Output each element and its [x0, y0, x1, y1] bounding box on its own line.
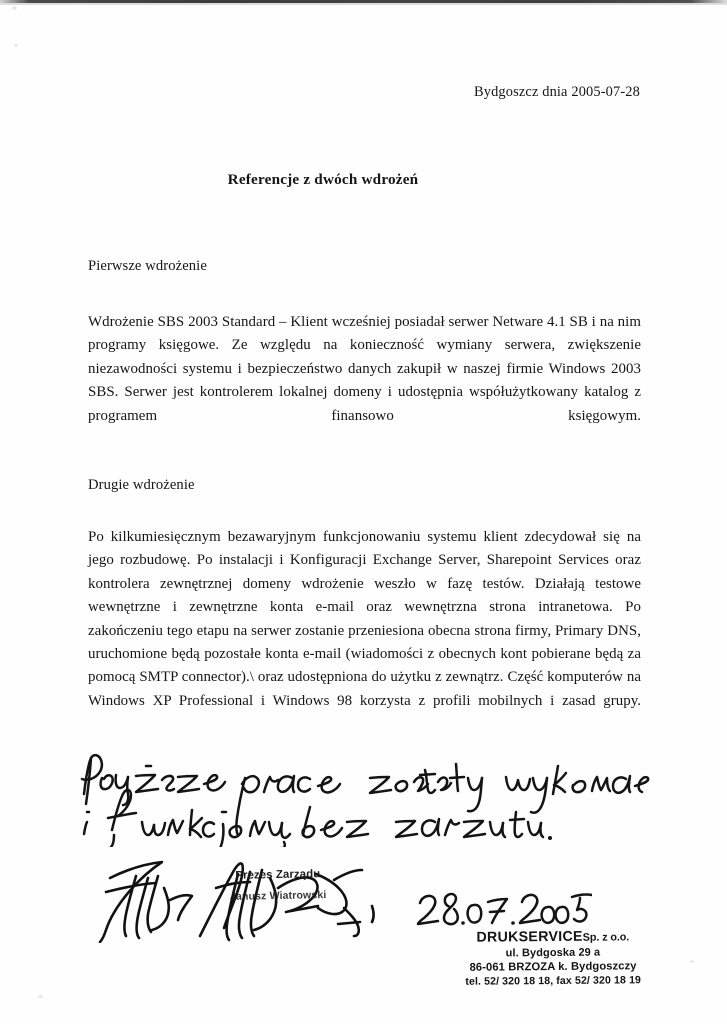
- section-body-second-deployment: Po kilkumiesięcznym bezawaryjnym funkcjonowaniu systemu klient zdecydował się na jego rozbudowę. Po instalacji i Konfiguracji Exchange Server, Sharepoint Services oraz kontrolera zewnętrznej domeny wdrożenie weszło w fazę testów. Działają testowe wewnętrzne i zewnętrzne konta e-mail oraz wewnętrzna strona intranetowa. Po zakończeniu tego etapu na serwer zostanie przeniesiona obecna strona firmy, Primary DNS, uruchomione będą pozostałe konta e-mail (wiadomości z obecnych kont pobierane będą za pomocą SMTP connector).\ oraz udostępniona do użytku z zewnątrz. Część komputerów na Windows XP Professional i Windows 98 korzysta z profili mobilnych i zasad grupy.: [88, 529, 641, 709]
- section-body-first-deployment: Wdrożenie SBS 2003 Standard – Klient wcześniej posiadał serwer Netware 4.1 SB i na nim programy księgowe. Ze względu na konieczność wymiany serwera, zwiększenie niezawodności systemu i bezpieczeństwo danych zakupił w naszej firmie Windows 2003 SBS. Serwer jest kontrolerem lokalnej domeny i udostępnia współużytkowany katalog z programem finansowo księgowym.: [88, 314, 641, 424]
- document-date: Bydgoszcz dnia 2005-07-28: [473, 84, 640, 100]
- company-stamp: [424, 928, 683, 989]
- signature-name-stamp: [203, 868, 354, 905]
- page-title: Referencje z dwóch wdrożeń: [227, 171, 419, 188]
- section-heading-first-deployment: Pierwsze wdrożenie: [88, 258, 207, 274]
- section-heading-second-deployment: Drugie wdrożenie: [88, 477, 195, 493]
- scan-edge-artifact-soft: [0, 3, 727, 5]
- scan-speck: [690, 960, 694, 963]
- handwritten-date: [412, 885, 592, 935]
- scan-speck: [14, 44, 18, 47]
- company-street: ul. Bydgoska 29 a: [505, 946, 601, 960]
- company-name: DRUKSERVICE: [476, 928, 583, 946]
- company-city: 86-061 BRZOZA k. Bydgoszczy: [469, 960, 637, 974]
- scan-speck: [38, 995, 43, 998]
- scan-speck: [12, 6, 17, 10]
- stamp-role: Prezes Zarządu: [235, 868, 321, 882]
- handwritten-note: [70, 742, 650, 847]
- company-phone: tel. 52/ 320 18 18, fax 52/ 320 18 19: [465, 974, 642, 988]
- stamp-person-name: Janusz Wiatrowski: [229, 889, 327, 903]
- company-legal-form: Sp. z o.o.: [582, 931, 630, 944]
